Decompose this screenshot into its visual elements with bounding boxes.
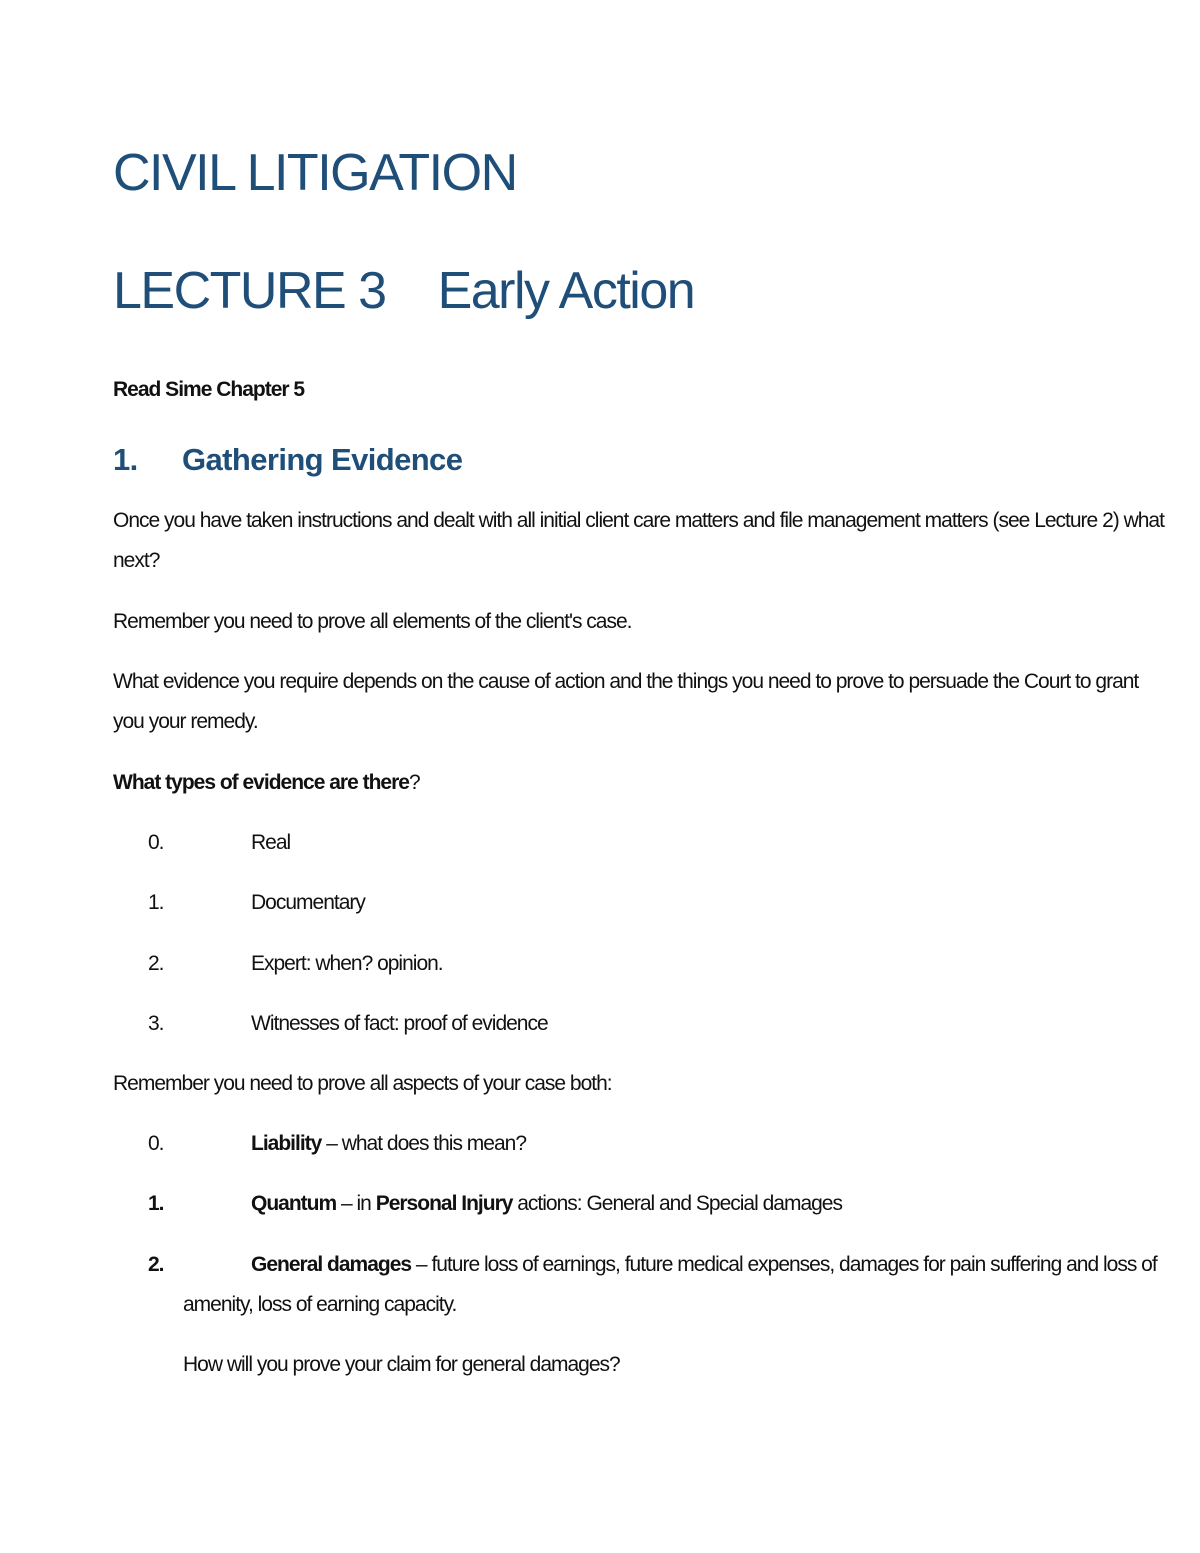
list-number: 2. xyxy=(148,952,164,975)
list-number: 3. xyxy=(148,1012,164,1035)
list-item xyxy=(148,1124,1148,1164)
paragraph: What evidence you require depends on the cause of action and the things you need to prove to persuade the Court to grant you your remedy. xyxy=(113,670,1139,733)
list-term: Liability xyxy=(251,1132,322,1155)
list-text: Real xyxy=(251,831,291,854)
section-title: Gathering Evidence xyxy=(182,442,463,477)
list-number: 0. xyxy=(148,1132,164,1155)
list-text: Witnesses of fact: proof of evidence xyxy=(251,1012,548,1035)
list-text: – in xyxy=(336,1192,376,1215)
list-number: 1. xyxy=(148,891,164,914)
aspects-intro: Remember you need to prove all aspects of your case both: xyxy=(113,1072,612,1095)
list-term: General damages xyxy=(251,1253,412,1276)
list-term: Personal Injury xyxy=(375,1192,513,1215)
list-term: Quantum xyxy=(251,1192,337,1215)
list-item xyxy=(148,883,1148,923)
lecture-heading xyxy=(113,262,695,320)
section-heading xyxy=(113,440,462,480)
closing-question: How will you prove your claim for general damages? xyxy=(183,1353,620,1376)
document-title: CIVIL LITIGATION xyxy=(113,144,517,202)
list-item xyxy=(148,823,1148,863)
lecture-number: LECTURE 3 xyxy=(113,262,386,320)
list-item xyxy=(148,1245,1183,1325)
evidence-question-mark: ? xyxy=(408,771,420,794)
list-text: Expert: when? opinion. xyxy=(251,952,443,975)
reading-note: Read Sime Chapter 5 xyxy=(113,378,305,401)
list-text: actions: General and Special damages xyxy=(512,1192,842,1215)
list-item xyxy=(148,944,1148,984)
paragraph: Once you have taken instructions and dealt with all initial client care matters and file management matters (see Lecture 2) what next? xyxy=(113,509,1164,572)
section-number: 1. xyxy=(113,442,138,477)
evidence-question-bold: What types of evidence are there xyxy=(113,771,409,794)
list-item xyxy=(148,1184,1148,1224)
evidence-question xyxy=(113,763,420,803)
list-text: – what does this mean? xyxy=(321,1132,526,1155)
list-number: 0. xyxy=(148,831,164,854)
lecture-title: Early Action xyxy=(437,262,695,320)
paragraph: Remember you need to prove all elements of the client's case. xyxy=(113,610,632,633)
list-text: Documentary xyxy=(251,891,365,914)
list-number: 1. xyxy=(148,1192,164,1215)
list-item xyxy=(148,1004,1148,1044)
list-number: 2. xyxy=(148,1253,164,1276)
list-text: – future loss of earnings, future medical expenses, damages for pain suffering and loss of amenity, loss of earning capacity. xyxy=(183,1253,1157,1316)
